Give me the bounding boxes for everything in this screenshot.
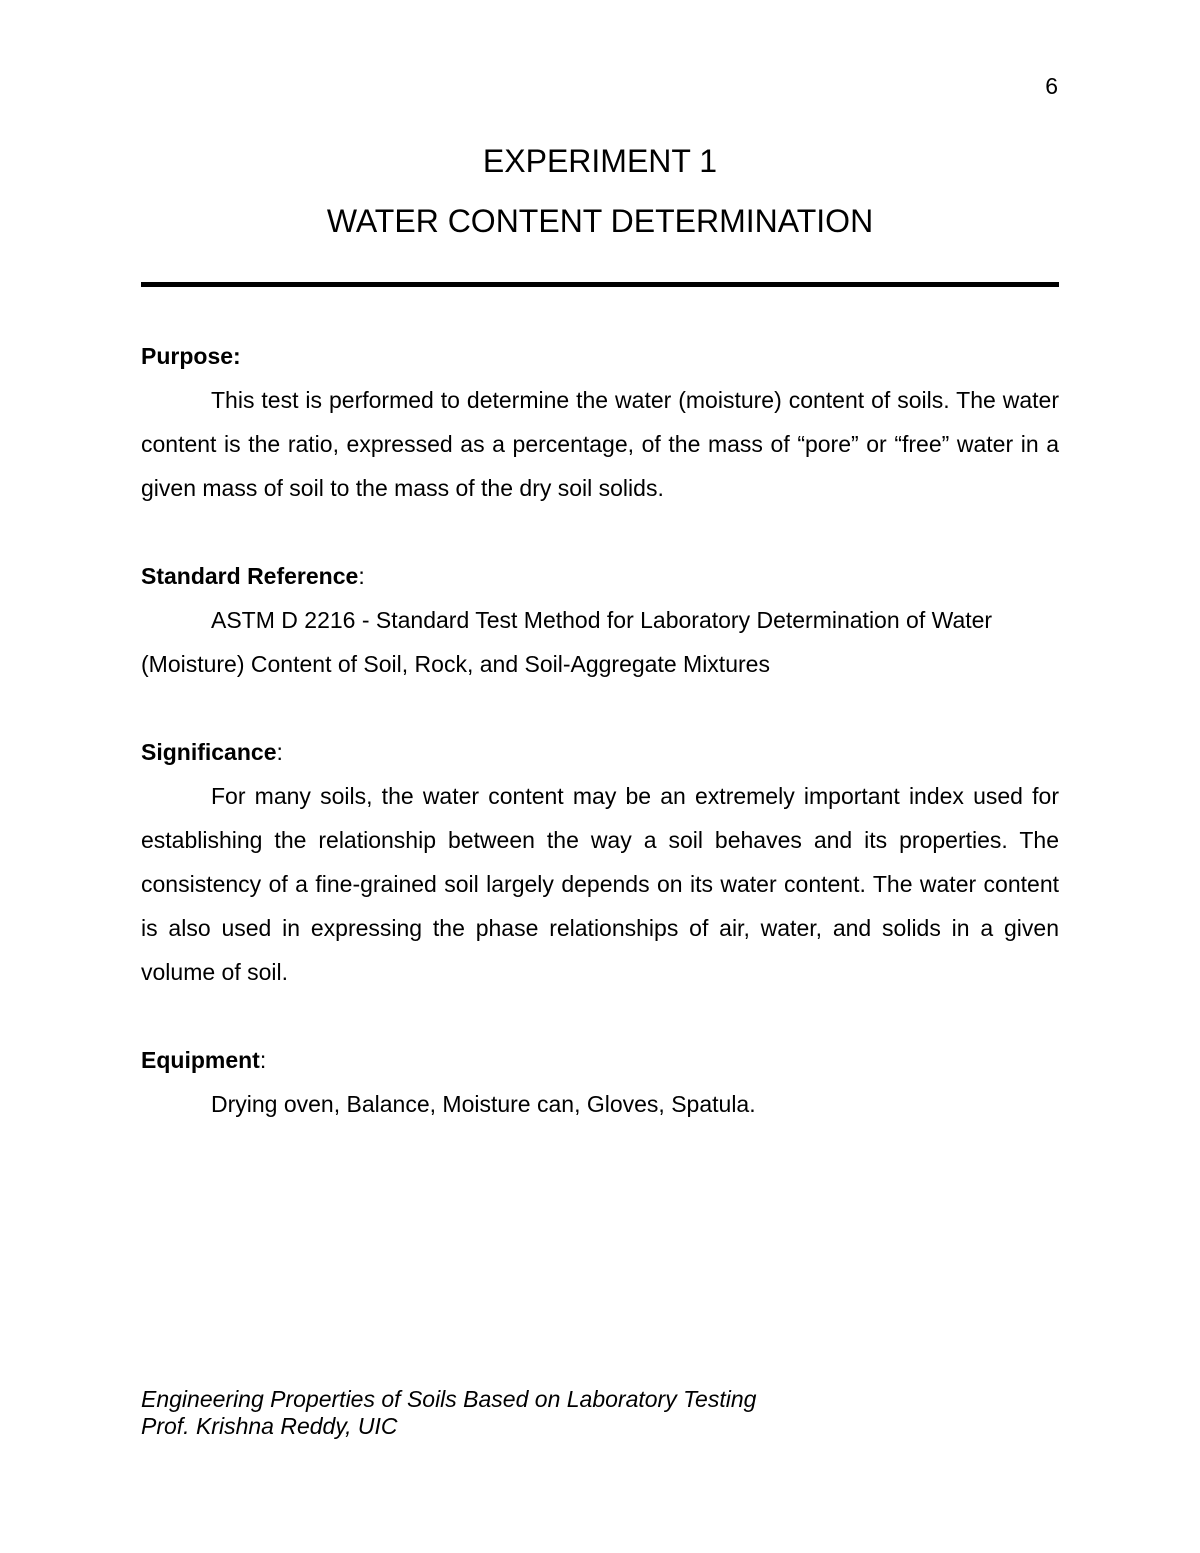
section-significance <box>141 730 1059 994</box>
footer-author: Prof. Krishna Reddy, UIC <box>141 1413 398 1439</box>
equipment-heading <box>141 1038 1059 1082</box>
standard-reference-paragraph: ASTM D 2216 - Standard Test Method for Laboratory Determination of Water (Moisture) Content of Soil, Rock, and Soil-Aggregate Mixtures <box>141 607 993 677</box>
significance-heading <box>141 730 1059 774</box>
page-footer <box>141 1386 756 1440</box>
footer-book-title: Engineering Properties of Soils Based on Laboratory Testing <box>141 1386 757 1412</box>
purpose-paragraph: This test is performed to determine the water (moisture) content of soils. The water content is the ratio, expressed as a percentage, of the mass of “pore” or “free” water in a given mass of soil to the mass of the dry soil solids. <box>141 387 1059 501</box>
standard-reference-heading <box>141 554 1059 598</box>
page-number: 6 <box>1045 73 1058 99</box>
horizontal-rule <box>141 282 1059 287</box>
equipment-paragraph: Drying oven, Balance, Moisture can, Gloves, Spatula. <box>211 1091 756 1117</box>
experiment-title: EXPERIMENT 1 <box>482 143 718 179</box>
significance-heading-text: Significance <box>141 739 277 765</box>
significance-paragraph: For many soils, the water content may be an extremely important index used for establishing the relationship between the way a soil behaves and its properties. The consistency of a fine-grained soil largely depends on its water content. The water content is also used in expressing the phase relationships of air, water, and solids in a given volume of soil. <box>141 783 1059 985</box>
purpose-heading: Purpose: <box>141 343 241 369</box>
experiment-subtitle: WATER CONTENT DETERMINATION <box>326 203 874 239</box>
standard-reference-heading-text: Standard Reference <box>141 563 359 589</box>
standard-reference-colon: : <box>358 563 365 589</box>
document-body <box>141 334 1059 1170</box>
section-purpose <box>141 334 1059 510</box>
significance-colon: : <box>276 739 283 765</box>
equipment-colon: : <box>259 1047 267 1073</box>
section-equipment <box>141 1038 1059 1126</box>
section-standard-reference <box>141 554 1059 686</box>
equipment-heading-text: Equipment <box>141 1047 260 1073</box>
title-block <box>0 142 1200 240</box>
